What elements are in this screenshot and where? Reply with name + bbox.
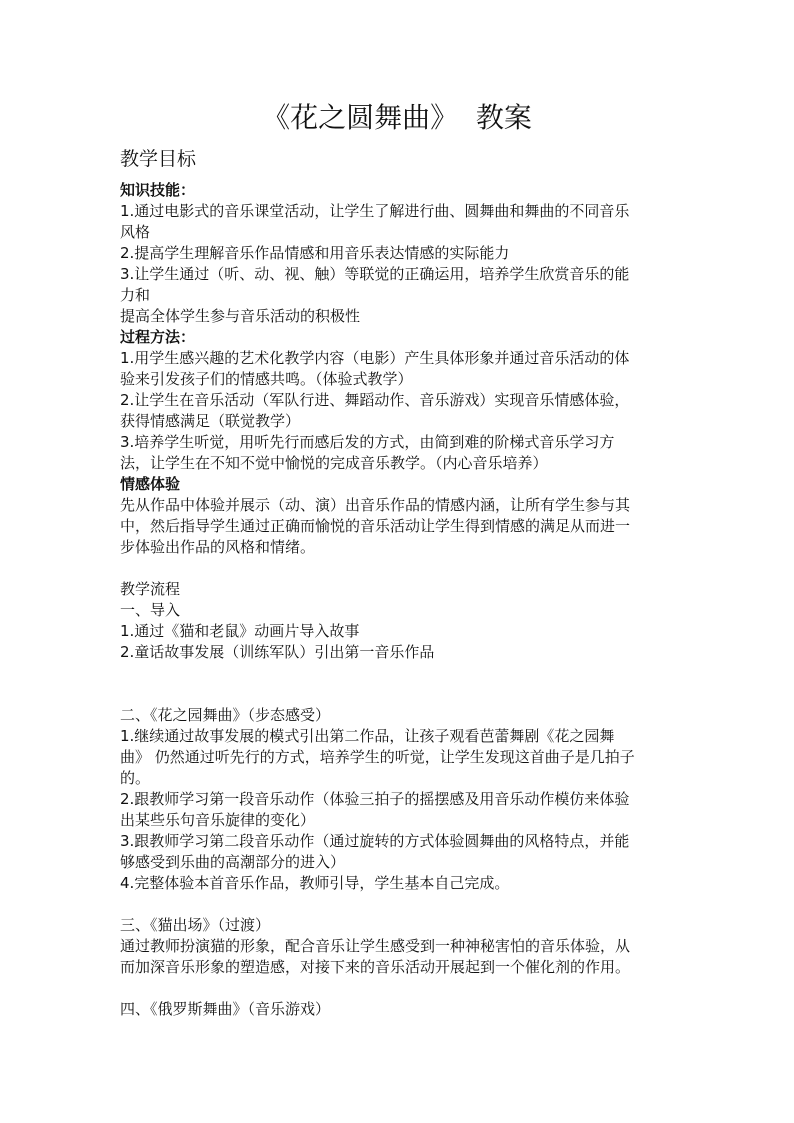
subheading-line: 情感体验 bbox=[120, 475, 181, 493]
text-line: 3.跟教师学习第二段音乐动作（通过旋转的方式体验圆舞曲的风格特点，并能 bbox=[120, 832, 630, 850]
text-line: 的。 bbox=[120, 769, 151, 787]
text-line: 教学流程 bbox=[120, 580, 181, 598]
text-line: 出某些乐句音乐旋律的变化） bbox=[120, 811, 316, 829]
text-line: 3.培养学生听觉，用听先行而感后发的方式，由简到难的阶梯式音乐学习方 bbox=[120, 433, 615, 451]
text-line: 1.通过电影式的音乐课堂活动，让学生了解进行曲、圆舞曲和舞曲的不同音乐 bbox=[120, 202, 630, 220]
text-line: 2.让学生在音乐活动（军队行进、舞蹈动作、音乐游戏）实现音乐情感体验， bbox=[120, 391, 630, 409]
text-line: 4.完整体验本首音乐作品，教师引导，学生基本自己完成。 bbox=[120, 874, 510, 892]
text-line: 通过教师扮演猫的形象，配合音乐让学生感受到一种神秘害怕的音乐体验，从 bbox=[120, 937, 631, 955]
text-line: 曲》 仍然通过听先行的方式，培养学生的听觉，让学生发现这首曲子是几拍子 bbox=[120, 748, 635, 766]
text-line: 1.用学生感兴趣的艺术化教学内容（电影）产生具体形象并通过音乐活动的体 bbox=[120, 349, 630, 367]
text-line: 风格 bbox=[120, 223, 151, 241]
text-line: 四、《俄罗斯舞曲》（音乐游戏） bbox=[120, 1000, 331, 1018]
text-line: 步体验出作品的风格和情绪。 bbox=[120, 538, 316, 556]
text-line: 提高全体学生参与音乐活动的积极性 bbox=[120, 307, 361, 325]
blank-line bbox=[120, 978, 680, 999]
text-line: 获得情感满足（联觉教学） bbox=[120, 412, 301, 430]
document-body bbox=[120, 180, 680, 1020]
text-line: 而加深音乐形象的塑造感，对接下来的音乐活动开展起到一个催化剂的作用。 bbox=[120, 958, 631, 976]
text-line: 法，让学生在不知不觉中愉悦的完成音乐教学。（内心音乐培养） bbox=[120, 454, 548, 472]
subheading-line: 过程方法： bbox=[120, 328, 196, 346]
blank-line bbox=[120, 684, 680, 705]
text-line: 验来引发孩子们的情感共鸣。（体验式教学） bbox=[120, 370, 413, 388]
section-heading: 教学目标 bbox=[120, 148, 197, 170]
text-line: 1.继续通过故事发展的模式引出第二作品，让孩子观看芭蕾舞剧《花之园舞 bbox=[120, 727, 615, 745]
text-line: 中，然后指导学生通过正确而愉悦的音乐活动让学生得到情感的满足从而进一 bbox=[120, 517, 631, 535]
text-line: 2.提高学生理解音乐作品情感和用音乐表达情感的实际能力 bbox=[120, 244, 510, 262]
subheading-line: 知识技能： bbox=[120, 181, 196, 199]
document-title: 《花之圆舞曲》 教案 bbox=[262, 101, 532, 134]
text-line: 二、《花之园舞曲》（步态感受） bbox=[120, 706, 331, 724]
text-line: 2.跟教师学习第一段音乐动作（体验三拍子的摇摆感及用音乐动作模仿来体验 bbox=[120, 790, 630, 808]
blank-line bbox=[120, 558, 680, 579]
text-line: 2.童话故事发展（训练军队）引出第一音乐作品 bbox=[120, 643, 435, 661]
text-line: 够感受到乐曲的高潮部分的进入） bbox=[120, 853, 346, 871]
blank-line bbox=[120, 894, 680, 915]
text-line: 1.通过《猫和老鼠》动画片导入故事 bbox=[120, 622, 360, 640]
text-line: 先从作品中体验并展示（动、演）出音乐作品的情感内涵，让所有学生参与其 bbox=[120, 496, 631, 514]
text-line: 力和 bbox=[120, 286, 151, 304]
text-line: 一、导入 bbox=[120, 601, 181, 619]
blank-line bbox=[120, 663, 680, 684]
text-line: 3.让学生通过（听、动、视、触）等联觉的正确运用，培养学生欣赏音乐的能 bbox=[120, 265, 630, 283]
text-line: 三、《猫出场》（过渡） bbox=[120, 916, 271, 934]
